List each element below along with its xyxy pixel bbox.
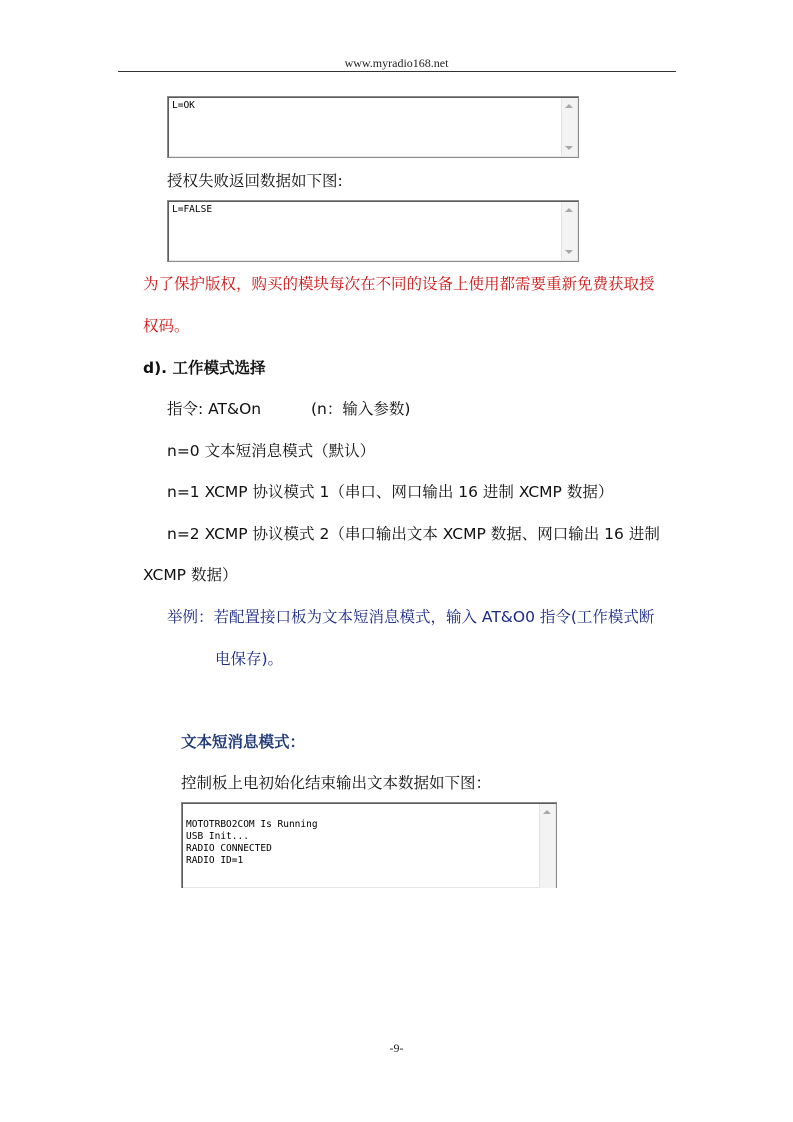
mode-1: n=1 XCMP 协议模式 1（串口、网口输出 16 进制 XCMP 数据） xyxy=(167,483,614,501)
scroll-up-icon[interactable] xyxy=(565,208,573,212)
fail-label: 授权失败返回数据如下图: xyxy=(167,172,343,190)
init-label: 控制板上电初始化结束输出文本数据如下图： xyxy=(181,774,492,792)
command-prefix: 指令: AT&On xyxy=(167,400,262,418)
scrollbar[interactable] xyxy=(561,98,577,156)
scroll-up-icon[interactable] xyxy=(543,810,551,814)
subheading: 文本短消息模式： xyxy=(181,733,306,751)
output-box-ok-text: L=OK xyxy=(172,100,195,111)
output-box-false-text: L=FALSE xyxy=(172,204,213,215)
page-header: www.myradio168.net xyxy=(344,56,449,70)
scroll-down-icon[interactable] xyxy=(565,146,573,150)
scrollbar[interactable] xyxy=(539,804,555,888)
command-param: (n：输入参数) xyxy=(311,400,411,418)
mode-0: n=0 文本短消息模式（默认） xyxy=(167,442,376,460)
example-line-2: 电保存)。 xyxy=(215,650,284,668)
scroll-down-icon[interactable] xyxy=(565,250,573,254)
scrollbar[interactable] xyxy=(561,202,577,260)
scroll-up-icon[interactable] xyxy=(565,104,573,108)
example-line-1: 举例：若配置接口板为文本短消息模式，输入 AT&O0 指令(工作模式断 xyxy=(167,608,655,626)
output-box-init[interactable] xyxy=(181,802,557,888)
output-box-ok[interactable] xyxy=(167,96,579,158)
page-number: -9- xyxy=(389,1041,404,1055)
mode-2: n=2 XCMP 协议模式 2（串口输出文本 XCMP 数据、网口输出 16 进制 xyxy=(167,525,660,543)
warning-line-2: 权码。 xyxy=(143,317,190,335)
mode-2-cont: XCMP 数据） xyxy=(143,566,238,584)
output-box-false[interactable] xyxy=(167,200,579,262)
output-box-init-text: MOTOTRBO2COM Is Running USB Init... RADIO CONNECTED RADIO ID=1 xyxy=(186,819,318,866)
header-divider xyxy=(118,71,676,72)
warning-line-1: 为了保护版权，购买的模块每次在不同的设备上使用都需要重新免费获取授 xyxy=(143,275,655,293)
section-title: d). 工作模式选择 xyxy=(143,359,266,377)
